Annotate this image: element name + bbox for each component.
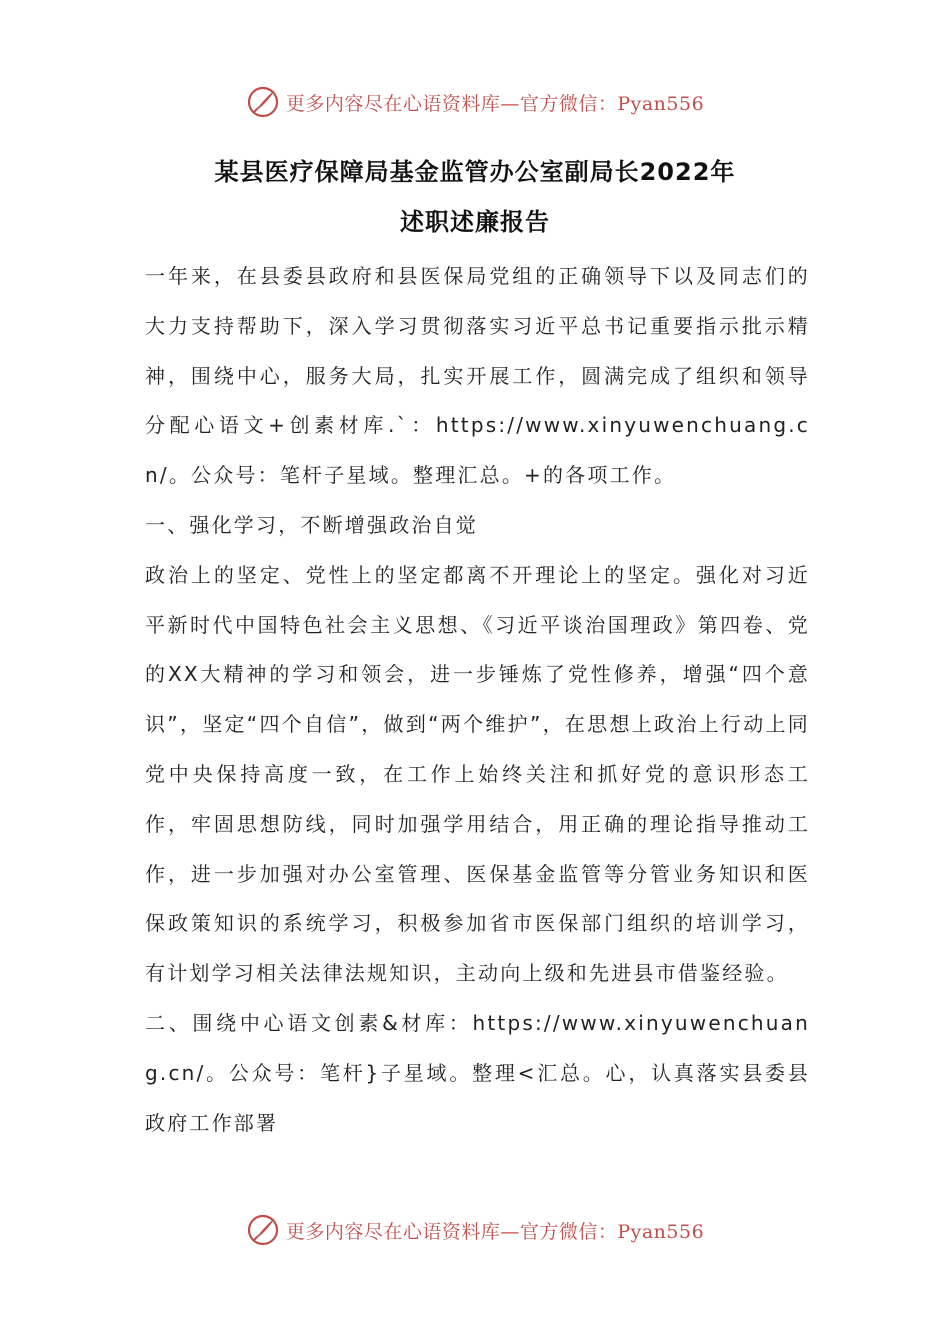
header-banner [0, 80, 950, 124]
header-banner-text: 更多内容尽在心语资料库—官方微信：Pyan556 [285, 92, 705, 115]
section-heading-2: 二、围绕中心语文创素&材库：https://www.xinyuwenchuang.cn/。公众号：笔杆}子星域。整理<汇总。心，认真落实县委县政府工作部署 [145, 1010, 810, 1135]
document-title-line-1: 某县医疗保障局基金监管办公室副局长2022年 [214, 158, 736, 186]
paragraph-section-1: 政治上的坚定、党性上的坚定都离不开理论上的坚定。强化对习近平新时代中国特色社会主义思想、《习近平谈治国理政》第四卷、党的XX大精神的学习和领会，进一步锤炼了党性修养，增强“四个意识”，坚定“四个自信”，做到“两个维护”，在思想上政治上行动上同党中央保持高度一致，在工作上始终关注和抓好党的意识形态工作，牢固思想防线，同时加强学用结合，用正确的理论指导推动工作，进一步加强对办公室管理、医保基金监管等分管业务知识和医保政策知识的系统学习，积极参加省市医保部门组织的培训学习，有计划学习相关法律法规知识，主动向上级和先进县市借鉴经验。 [145, 562, 810, 986]
footer-banner-text: 更多内容尽在心语资料库—官方微信：Pyan556 [285, 1220, 705, 1243]
footer-banner [0, 1208, 950, 1252]
section-heading-1: 一、强化学习，不断增强政治自觉 [145, 512, 478, 537]
document-body [145, 252, 810, 1148]
quill-pen-logo-icon [246, 1213, 280, 1247]
quill-pen-logo-icon [246, 85, 280, 119]
paragraph-intro: 一年来，在县委县政府和县医保局党组的正确领导下以及同志们的大力支持帮助下，深入学习贯彻落实习近平总书记重要指示批示精神，围绕中心，服务大局，扎实开展工作，圆满完成了组织和领导分配心语文+创素材库.`：https://www.xinyuwenchuang.cn/。公众号：笔杆子星域。整理汇总。+的各项工作。 [145, 264, 810, 488]
document-title-line-2: 述职述廉报告 [400, 208, 550, 236]
